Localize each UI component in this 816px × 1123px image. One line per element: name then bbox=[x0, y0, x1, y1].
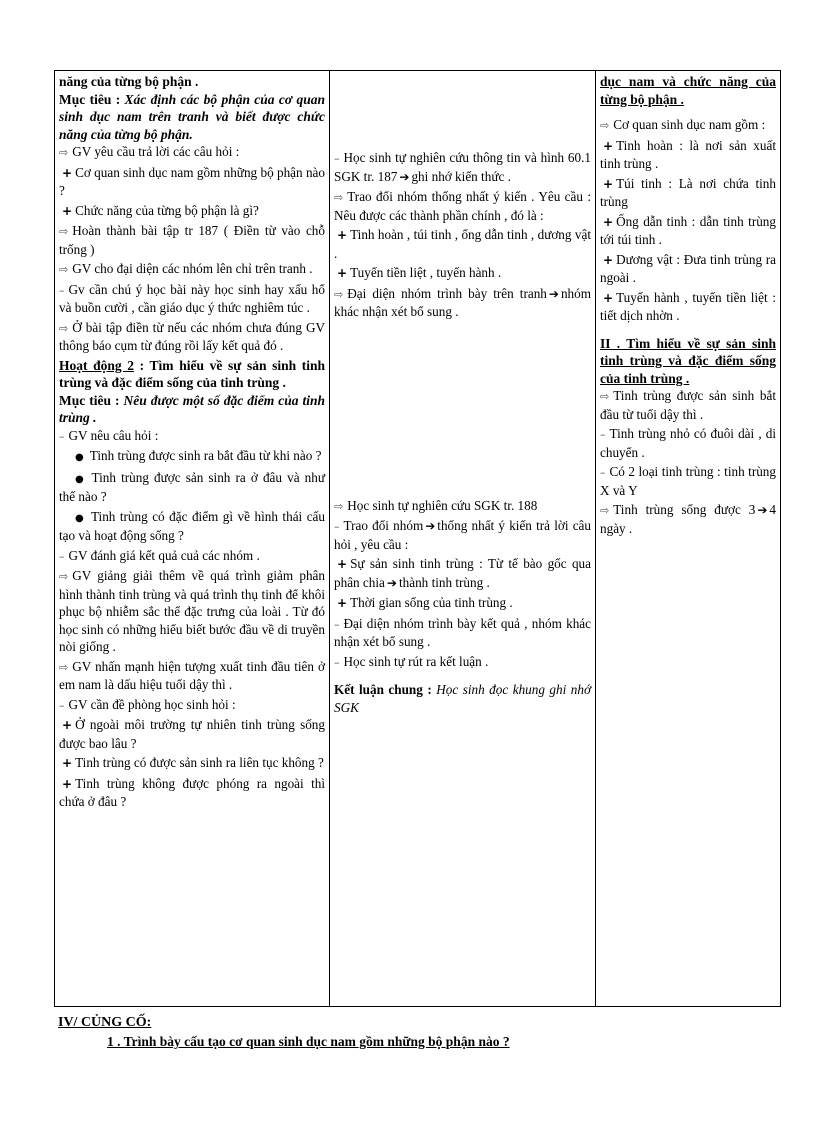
objective-2: Mục tiêu : Nêu được một số đặc điểm của tinh trùng . bbox=[59, 392, 325, 425]
list-item: ● Tinh trùng có đặc điểm gì về hình thái cấu tạo và hoạt động sống ? bbox=[59, 508, 326, 543]
objective-1: Mục tiêu : Xác định các bộ phận của cơ quan sinh dục nam trên tranh và biết được chức năng của từng bộ phận. bbox=[59, 91, 326, 142]
dash-icon: – bbox=[59, 549, 65, 563]
general-conclusion: Kết luận chung : Học sinh đọc khung ghi nhớ SGK bbox=[334, 682, 591, 715]
consolidation-heading: IV/ CỦNG CỐ: bbox=[58, 1015, 152, 1030]
list-item: – Học sinh tự rút ra kết luận . bbox=[334, 653, 489, 669]
dash-icon: – bbox=[334, 617, 340, 631]
section-continued-title: năng của từng bộ phận . bbox=[59, 74, 199, 89]
list-item: – GV đánh giá kết quả cuả các nhóm . bbox=[59, 547, 260, 563]
list-item: – Có 2 loại tinh trùng : tinh trùng X và Y bbox=[600, 464, 776, 498]
plus-icon: + bbox=[62, 165, 73, 180]
list-item: + Sự sản sinh tinh trùng : Từ tế bào gốc qua phân chia ➔ thành tinh trùng . bbox=[334, 556, 591, 590]
list-item: – Tinh trùng nhỏ có đuôi dài , di chuyển . bbox=[600, 426, 776, 460]
list-item: ⇨ Cơ quan sinh dục nam gồm : bbox=[600, 117, 766, 132]
dash-icon: – bbox=[334, 520, 340, 533]
arrow-dash-icon: ⇨ bbox=[334, 191, 344, 204]
consolidation-question-1: 1 . Trình bày cấu tạo cơ quan sinh dục nam gồm những bộ phận nào ? bbox=[107, 1034, 510, 1049]
bullet-icon: ● bbox=[75, 473, 86, 485]
list-item: + Dương vật : Đưa tinh trùng ra ngoài . bbox=[600, 251, 776, 285]
plus-icon: + bbox=[603, 214, 614, 229]
arrow-dash-icon: ⇨ bbox=[59, 570, 69, 583]
list-item: – GV nêu câu hỏi : bbox=[59, 427, 159, 443]
list-item: + Tinh hoàn , túi tinh , ống dẫn tinh , dương vật . bbox=[334, 227, 591, 261]
list-item: – Đại diện nhóm trình bày kết quả , nhóm khác nhận xét bổ sung . bbox=[334, 615, 591, 649]
arrow-dash-icon: ⇨ bbox=[334, 499, 344, 513]
list-item: + Thời gian sống của tinh trùng . bbox=[337, 595, 513, 610]
arrow-dash-icon: ⇨ bbox=[600, 390, 610, 403]
list-item: + Ống dẫn tinh : dẫn tinh trùng tới túi tinh . bbox=[600, 213, 776, 247]
dash-icon: – bbox=[59, 698, 65, 712]
list-item: ⇨ GV nhấn mạnh hiện tượng xuất tinh đầu tiên ở em nam là dấu hiệu tuổi dậy thì . bbox=[59, 658, 325, 692]
list-item: ⇨ GV giảng giải thêm về quá trình giảm phân hình thành tinh trùng và quá trình thụ tinh để khôi phục bộ nhiễm sắc thể đặc trưng của loài . Từ đó học sinh có những hiểu biết bước đầu về di truyền nòi giống . bbox=[59, 568, 325, 654]
arrow-right-icon: ➔ bbox=[548, 286, 559, 301]
list-item: + Tuyến hành , tuyến tiền liệt : tiết dịch nhờn . bbox=[600, 289, 776, 323]
list-item: + Tinh trùng không được phóng ra ngoài thì chứa ở đâu ? bbox=[59, 775, 325, 809]
arrow-dash-icon: ⇨ bbox=[59, 321, 69, 335]
lesson-table bbox=[54, 70, 781, 1007]
list-item: ⇨ Tinh trùng được sản sinh bắt đầu từ tuổi dậy thì . bbox=[600, 388, 776, 422]
list-item: + Chức năng của từng bộ phận là gì? bbox=[62, 202, 259, 218]
plus-icon: + bbox=[603, 138, 614, 153]
student-activity-cell bbox=[330, 71, 596, 1007]
plus-icon: + bbox=[337, 266, 348, 280]
list-item: + Cơ quan sinh dục nam gồm những bộ phận nào ? bbox=[59, 164, 325, 198]
dash-icon: – bbox=[600, 428, 606, 441]
arrow-dash-icon: ⇨ bbox=[600, 504, 610, 517]
list-item: ⇨ GV cho đại diện các nhóm lên chỉ trên tranh . bbox=[59, 261, 313, 276]
plus-icon: + bbox=[337, 596, 348, 610]
list-item: – Gv cần chú ý học bài này học sinh hay xấu hổ và buồn cười , cần giáo dục ý thức nghiêm túc . bbox=[59, 281, 325, 315]
bullet-icon: ● bbox=[75, 452, 84, 463]
dash-icon: – bbox=[59, 283, 65, 297]
arrow-dash-icon: ⇨ bbox=[59, 225, 69, 238]
plus-icon: + bbox=[603, 252, 614, 267]
list-item: + Túi tinh : Là nơi chứa tinh trùng bbox=[600, 175, 776, 209]
list-item: + Tinh trùng có được sản sinh ra liên tục không ? bbox=[62, 755, 324, 770]
list-item: ⇨ Hoàn thành bài tập tr 187 ( Điền từ vào chỗ trống ) bbox=[59, 223, 325, 257]
plus-icon: + bbox=[62, 718, 73, 732]
arrow-dash-icon: ⇨ bbox=[334, 287, 344, 301]
teacher-activity-cell bbox=[55, 71, 330, 1007]
plus-icon: + bbox=[62, 756, 73, 770]
arrow-dash-icon: ⇨ bbox=[59, 146, 69, 159]
list-item: ⇨ Tinh trùng sống được 3 ➔ 4 ngày . bbox=[600, 502, 776, 536]
arrow-dash-icon: ⇨ bbox=[600, 119, 610, 132]
list-item: ● Tinh trùng được sản sinh ra ở đâu và như thế nào ? bbox=[59, 469, 325, 504]
arrow-right-icon: ➔ bbox=[425, 519, 436, 533]
list-item: – GV cần đề phòng học sinh hỏi : bbox=[59, 696, 236, 712]
plus-icon: + bbox=[603, 176, 614, 191]
list-item: ⇨ Ở bài tập điền từ nếu các nhóm chưa đúng GV thông báo cụm từ đúng rồi lấy kết quả đó . bbox=[59, 319, 325, 353]
plus-icon: + bbox=[62, 203, 73, 218]
activity-2-heading: Hoạt động 2 : Tìm hiểu về sự sản sinh tinh trùng và đặc điểm sống của tinh trùng . bbox=[59, 357, 326, 390]
section-continued-title: dục nam và chức năng của từng bộ phận . bbox=[600, 74, 776, 107]
list-item: ● Tinh trùng được sinh ra bắt đầu từ khi nào ? bbox=[75, 448, 322, 463]
dash-icon: – bbox=[59, 429, 65, 443]
list-item: – Học sinh tự nghiên cứu thông tin và hình 60.1 SGK tr. 187 ➔ ghi nhớ kiến thức . bbox=[334, 150, 591, 184]
plus-icon: + bbox=[337, 557, 348, 571]
dash-icon: – bbox=[600, 466, 606, 479]
arrow-right-icon: ➔ bbox=[386, 575, 397, 590]
list-item: ⇨ Đại diện nhóm trình bày trên tranh ➔ nhóm khác nhận xét bổ sung . bbox=[334, 285, 591, 319]
content-cell bbox=[596, 71, 781, 1007]
arrow-right-icon: ➔ bbox=[399, 169, 410, 184]
bullet-icon: ● bbox=[75, 512, 85, 524]
plus-icon: + bbox=[62, 776, 73, 791]
table-row bbox=[55, 71, 781, 1007]
list-item: + Tuyến tiền liệt , tuyến hành . bbox=[337, 265, 502, 280]
list-item: ⇨ Trao đổi nhóm thống nhất ý kiến . Yêu cầu : Nêu được các thành phần chính , đó là : bbox=[334, 189, 591, 223]
dash-icon: – bbox=[334, 655, 340, 669]
plus-icon: + bbox=[337, 228, 348, 242]
arrow-dash-icon: ⇨ bbox=[59, 660, 69, 674]
arrow-dash-icon: ⇨ bbox=[59, 263, 69, 276]
arrow-right-icon: ➔ bbox=[757, 503, 768, 517]
list-item: – Trao đổi nhóm ➔ thống nhất ý kiến trả lời câu hỏi , yêu cầu : bbox=[334, 518, 591, 552]
list-item: + Tinh hoàn : là nơi sản xuất tinh trùng . bbox=[600, 137, 776, 171]
section-2-title: II . Tìm hiểu về sự sản sinh tinh trùng và đặc điểm sống của tinh trùng . bbox=[600, 335, 776, 386]
plus-icon: + bbox=[603, 290, 614, 305]
dash-icon: – bbox=[334, 152, 340, 165]
list-item: + Ở ngoài môi trường tự nhiên tinh trùng sống được bao lâu ? bbox=[59, 717, 325, 751]
list-item: ⇨ GV yêu cầu trả lời các câu hỏi : bbox=[59, 144, 240, 159]
list-item: ⇨ Học sinh tự nghiên cứu SGK tr. 188 bbox=[334, 497, 538, 513]
